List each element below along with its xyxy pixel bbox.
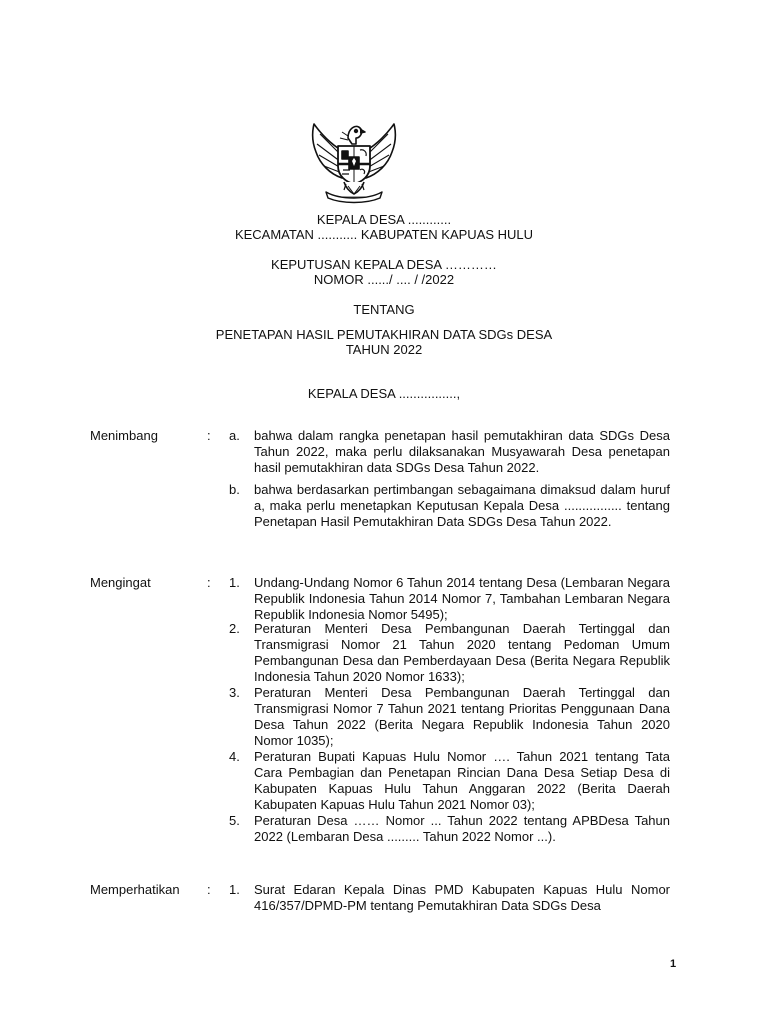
list-item <box>229 482 670 530</box>
list-item <box>229 621 670 685</box>
list-item <box>229 882 670 914</box>
header-district-regency: KECAMATAN ........... KABUPATEN KAPUAS HULU <box>234 227 534 242</box>
item-text: Undang-Undang Nomor 6 Tahun 2014 tentang Desa (Lembaran Negara Republik Indonesia Tahun 2014 Nomor 7, Tambahan Lembaran Negara Republik Indonesia Nomor 5495); <box>254 575 670 622</box>
item-marker: 1. <box>229 882 240 897</box>
garuda-emblem-icon <box>300 108 408 204</box>
list-item <box>229 749 670 813</box>
list-item <box>229 685 670 749</box>
about-heading: TENTANG <box>353 302 415 317</box>
item-text: bahwa berdasarkan pertimbangan sebagaimana dimaksud dalam huruf a, maka perlu menetapkan Keputusan Kepala Desa ................ tentang Penetapan Hasil Pemutakhiran Data SDGs Desa Tahun 2022. <box>254 482 670 529</box>
decree-number: NOMOR ....../ .... / /2022 <box>313 272 455 287</box>
item-text: Peraturan Desa …… Nomor ... Tahun 2022 tentang APBDesa Tahun 2022 (Lembaran Desa ......... Tahun 2022 Nomor ...). <box>254 813 670 844</box>
section-label-mengingat: Mengingat <box>90 575 151 590</box>
section-label-menimbang: Menimbang <box>90 428 158 443</box>
section-colon: : <box>207 428 211 443</box>
section-label-memperhatikan: Memperhatikan <box>90 882 180 897</box>
list-item <box>229 813 670 845</box>
section-colon: : <box>207 575 211 590</box>
item-text: Peraturan Bupati Kapuas Hulu Nomor …. Tahun 2021 tentang Tata Cara Pembagian dan Penetapan Rincian Dana Desa Setiap Desa di Kabupaten Kapuas Hulu Tahun Anggaran 2022 (Berita Daerah Kabupaten Kapuas Hulu Tahun 2021 Nomor 03); <box>254 749 670 812</box>
item-marker: a. <box>229 428 240 443</box>
page-number: 1 <box>670 958 677 970</box>
subject-line-1: PENETAPAN HASIL PEMUTAKHIRAN DATA SDGs DESA <box>215 327 553 342</box>
item-marker: 1. <box>229 575 240 590</box>
item-marker: 4. <box>229 749 240 764</box>
item-marker: 2. <box>229 621 240 636</box>
item-marker: 3. <box>229 685 240 700</box>
item-text: Peraturan Menteri Desa Pembangunan Daerah Tertinggal dan Transmigrasi Nomor 7 Tahun 2021 tentang Prioritas Penggunaan Dana Desa Tahun 2022 (Berita Negara Republik Indonesia Tahun 2020 Nomor 1035); <box>254 685 670 748</box>
list-item <box>229 428 670 476</box>
list-item <box>229 575 670 623</box>
decree-title: KEPUTUSAN KEPALA DESA ………… <box>271 257 497 272</box>
item-text: Surat Edaran Kepala Dinas PMD Kabupaten Kapuas Hulu Nomor 416/357/DPMD-PM tentang Pemutakhiran Data SDGs Desa <box>254 882 670 913</box>
header-village-head: KEPALA DESA ............ <box>316 212 452 227</box>
item-text: bahwa dalam rangka penetapan hasil pemutakhiran data SDGs Desa Tahun 2022, maka perlu dilaksanakan Musyawarah Desa penetapan hasil pemutakhiran data SDGs Desa Tahun 2022. <box>254 428 670 475</box>
section-colon: : <box>207 882 211 897</box>
item-marker: 5. <box>229 813 240 828</box>
item-text: Peraturan Menteri Desa Pembangunan Daerah Tertinggal dan Transmigrasi Nomor 21 Tahun 2020 tentang Pedoman Umum Pembangunan Desa dan Pemberdayaan Desa (Berita Negara Republik Indonesia Tahun 2020 Nomor 1633); <box>254 621 670 684</box>
item-marker: b. <box>229 482 240 497</box>
subject-line-2: TAHUN 2022 <box>345 342 423 357</box>
issuer-title: KEPALA DESA ................, <box>307 386 461 401</box>
